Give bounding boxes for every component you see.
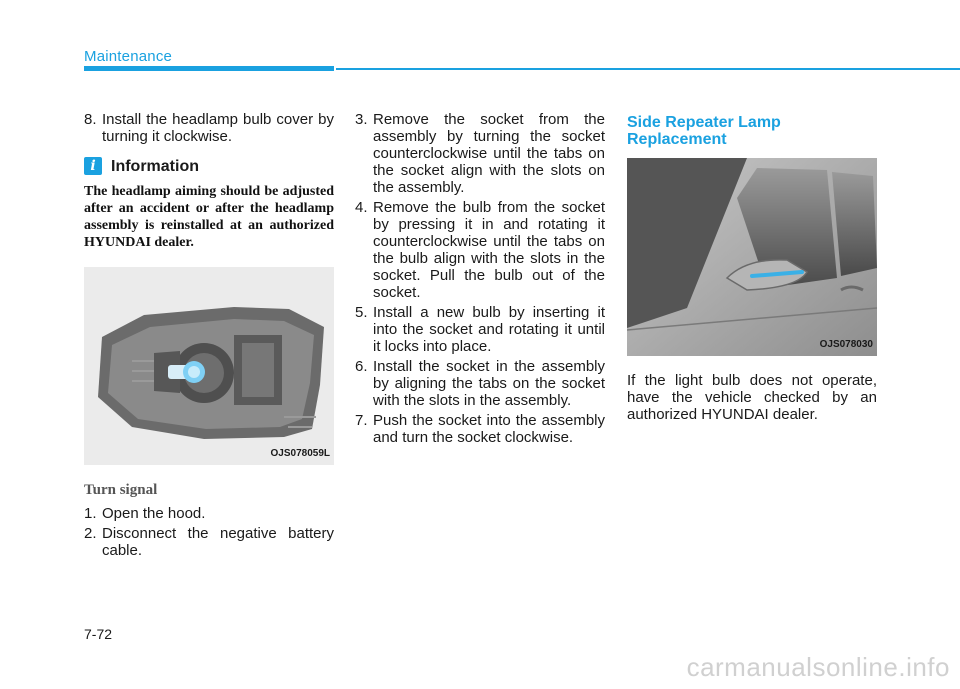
column-3 — [627, 111, 877, 423]
info-body: The headlamp aiming should be adjusted after an accident or after the headlamp assembly is reinstalled at an authorized HYUNDAI dealer. — [84, 184, 334, 250]
info-icon: i — [84, 157, 102, 175]
step-1: 1. Open the hood. — [84, 505, 206, 522]
subheading-turn-signal: Turn signal — [84, 482, 158, 498]
column-1 — [84, 111, 334, 562]
figure-caption: OJS078059L — [270, 448, 330, 459]
step-4: 4. Remove the bulb from the socket by pressing it in and rotating it counterclockwise until the tabs on the bulb align with the slots in the socket. Pull the bulb out of the socket. — [355, 199, 605, 301]
header-rule-thin — [336, 68, 960, 70]
section-title: Side Repeater Lamp Replacement — [627, 114, 781, 148]
section-header: Maintenance — [84, 48, 173, 65]
step-8: 8. Install the headlamp bulb cover by turning it clockwise. — [84, 111, 334, 145]
step-2: 2. Disconnect the negative battery cable. — [84, 525, 334, 559]
header-rule-thick — [84, 66, 334, 71]
page-number: 7-72 — [84, 626, 113, 642]
info-heading — [84, 157, 334, 175]
step-list-col1-top — [84, 111, 334, 145]
column-2 — [355, 111, 605, 449]
step-7: 7. Push the socket into the assembly and turn the socket clockwise. — [355, 412, 605, 446]
headlamp-figure — [84, 267, 334, 465]
step-list-col1-bottom — [84, 505, 334, 559]
figure-caption: OJS078030 — [819, 339, 873, 350]
headlamp-illustration — [84, 267, 334, 465]
side-mirror-figure — [627, 158, 877, 356]
step-3: 3. Remove the socket from the assembly by turning the socket counterclockwise until the tabs on the socket align with the slots on the assembly. — [355, 111, 605, 196]
body-paragraph: If the light bulb does not operate, have the vehicle checked by an authorized HYUNDAI dealer. — [627, 372, 877, 423]
step-5: 5. Install a new bulb by inserting it into the socket and rotating it until it locks into place. — [355, 304, 605, 355]
watermark: carmanualsonline.info — [686, 652, 950, 682]
side-mirror-illustration — [627, 158, 877, 356]
step-6: 6. Install the socket in the assembly by aligning the tabs on the socket with the slots in the assembly. — [355, 358, 605, 409]
info-title: Information — [111, 157, 199, 175]
step-list-col2 — [355, 111, 605, 446]
